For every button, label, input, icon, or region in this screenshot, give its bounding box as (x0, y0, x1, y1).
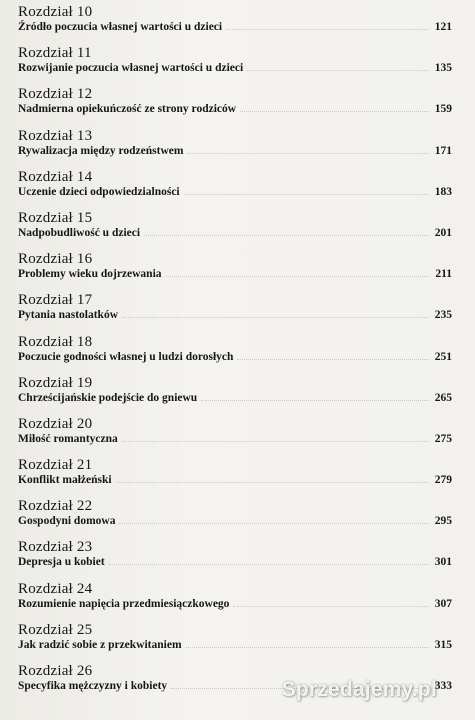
chapter-label: Rozdział 15 (18, 209, 93, 226)
chapter-title-row (18, 62, 452, 80)
chapter-label: Rozdział 14 (18, 168, 93, 185)
dot-leader (237, 358, 428, 360)
chapter-title: Gospodyni domowa (18, 515, 116, 528)
page-number: 135 (434, 62, 452, 75)
dot-leader (247, 69, 429, 71)
chapter-title: Problemy wieku dojrzewania (18, 268, 162, 281)
toc-entry (16, 128, 452, 169)
chapter-title-row (18, 227, 452, 245)
dot-leader (109, 563, 429, 565)
chapter-title: Nadmierna opiekuńczość ze strony rodziców (18, 103, 237, 116)
chapter-title: Nadpobudliwość u dzieci (18, 226, 141, 239)
chapter-title: Uczenie dzieci odpowiedzialności (18, 185, 180, 198)
chapter-label: Rozdział 21 (18, 457, 93, 474)
chapter-label: Rozdział 12 (18, 86, 93, 103)
page-number: 211 (435, 268, 452, 281)
chapter-label: Rozdział 24 (18, 580, 93, 597)
toc-entry (16, 457, 452, 498)
chapter-label: Rozdział 17 (18, 292, 93, 309)
chapter-label: Rozdział 23 (18, 539, 93, 556)
chapter-title-row (18, 474, 452, 492)
chapter-title: Konflikt małżeński (18, 474, 112, 487)
chapter-label: Rozdział 25 (18, 621, 93, 638)
toc-entry (16, 292, 452, 333)
chapter-title-row (18, 268, 452, 286)
page-number: 279 (434, 474, 452, 487)
page-number: 265 (434, 391, 452, 404)
toc-entry (16, 334, 452, 375)
chapter-title-row (18, 598, 452, 616)
dot-leader (240, 110, 429, 112)
dot-leader (119, 522, 428, 524)
chapter-title: Specyfika mężczyzny i kobiety (18, 680, 168, 692)
chapter-label: Rozdział 26 (18, 663, 93, 679)
chapter-label: Rozdział 18 (18, 333, 93, 350)
toc-entry (16, 210, 452, 251)
chapter-title: Jak radzić sobie z przekwitaniem (18, 638, 182, 651)
chapter-title-row (18, 351, 452, 369)
toc-entry (16, 581, 452, 622)
chapter-title: Źródło poczucia własnej wartości u dzieci (18, 21, 223, 33)
dot-leader (186, 646, 429, 648)
chapter-label: Rozdział 10 (18, 4, 93, 20)
chapter-title-row (18, 309, 452, 327)
page-number: 301 (434, 556, 452, 569)
toc-entry (16, 539, 452, 580)
toc-entry (16, 498, 452, 539)
chapter-title-row (18, 145, 452, 163)
watermark-logo: Sprzedajemy.pl (281, 678, 437, 701)
toc-entry (16, 4, 452, 45)
page-number: 307 (434, 597, 452, 610)
page-number: 159 (434, 103, 452, 116)
chapter-title-row (18, 186, 452, 204)
chapter-title-row (18, 556, 452, 574)
chapter-title-row (18, 639, 452, 657)
table-of-contents (16, 4, 452, 704)
chapter-title: Pytania nastolatków (18, 309, 118, 322)
chapter-title: Poczucie godności własnej u ludzi dorosłych (18, 350, 234, 363)
chapter-label: Rozdział 16 (18, 251, 93, 268)
dot-leader (116, 481, 429, 483)
chapter-label: Rozdział 22 (18, 498, 93, 515)
toc-entry (16, 416, 452, 457)
page-number: 183 (434, 185, 452, 198)
toc-entry (16, 375, 452, 416)
chapter-title-row (18, 515, 452, 533)
chapter-title: Chrześcijańskie podejście do gniewu (18, 391, 198, 404)
dot-leader (201, 399, 429, 401)
page-number: 121 (434, 21, 452, 33)
chapter-title: Depresja u kobiet (18, 556, 105, 569)
chapter-title: Rozwijanie poczucia własnej wartości u dzieci (18, 62, 244, 75)
chapter-title: Rywalizacja między rodzeństwem (18, 144, 184, 157)
toc-entry (16, 251, 452, 292)
dot-leader (122, 316, 429, 318)
dot-leader (226, 28, 429, 30)
chapter-title: Miłość romantyczna (18, 432, 118, 445)
page-number: 275 (434, 432, 452, 445)
dot-leader (144, 234, 429, 236)
dot-leader (184, 193, 429, 195)
chapter-title-row (18, 392, 452, 410)
chapter-label: Rozdział 13 (18, 127, 93, 144)
page-number: 171 (434, 144, 452, 157)
toc-entry (16, 86, 452, 127)
toc-entry (16, 169, 452, 210)
dot-leader (233, 605, 428, 607)
page-number: 201 (434, 226, 452, 239)
page-number: 235 (434, 309, 452, 322)
chapter-title-row (18, 433, 452, 451)
chapter-title-row (18, 21, 452, 39)
dot-leader (166, 275, 430, 277)
page-number: 315 (434, 638, 452, 651)
chapter-title: Rozumienie napięcia przedmiesiączkowego (18, 597, 230, 610)
page-number: 251 (434, 350, 452, 363)
dot-leader (122, 440, 429, 442)
page-number: 333 (434, 680, 452, 692)
chapter-label: Rozdział 20 (18, 415, 93, 432)
toc-entry (16, 622, 452, 663)
dot-leader (187, 152, 428, 154)
page-number: 295 (434, 515, 452, 528)
toc-entry (16, 45, 452, 86)
chapter-title-row (18, 103, 452, 121)
chapter-label: Rozdział 19 (18, 374, 93, 391)
chapter-label: Rozdział 11 (18, 45, 92, 62)
